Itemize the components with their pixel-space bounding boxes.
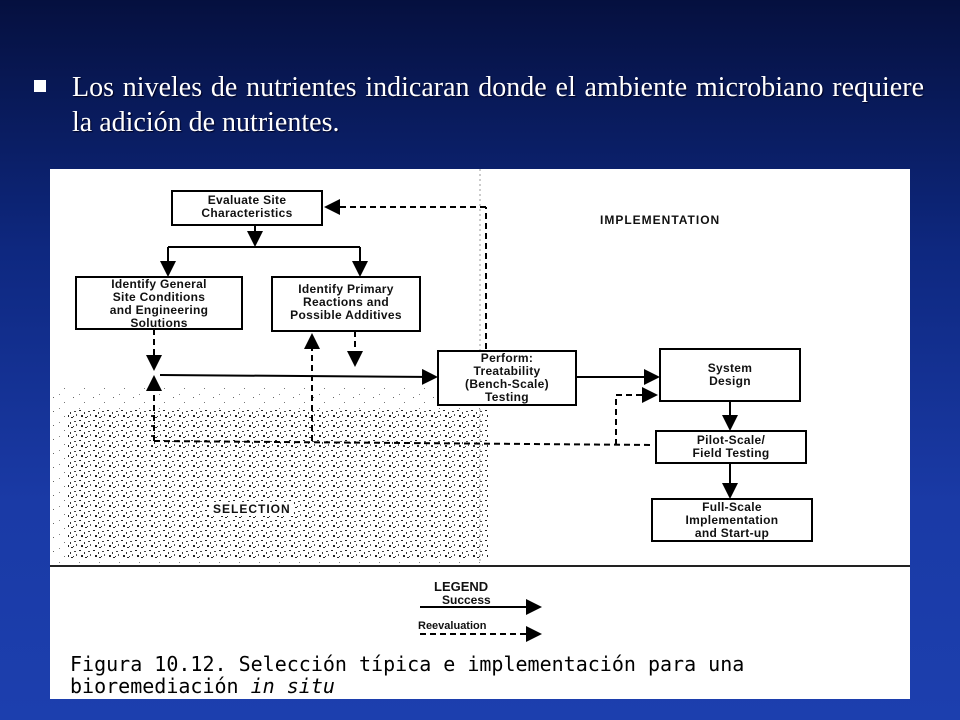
caption-text: Figura 10.12. Selección típica e implementación para una bioremediación — [70, 652, 745, 698]
system-design-text: System Design — [707, 361, 753, 388]
flowchart-figure — [50, 169, 910, 699]
legend-success-label: Success — [442, 593, 491, 607]
implementation-label: IMPLEMENTATION — [600, 213, 721, 227]
identify-general-text: Identify General Site Conditions and Engineering Solutions — [109, 277, 209, 330]
legend-title: LEGEND — [434, 579, 489, 594]
identify-primary-text: Identify Primary Reactions and Possible Additives — [290, 282, 402, 322]
bullet-text: Los niveles de nutrientes indicaran donde el ambiente microbiano requiere la adición de nutrientes. — [72, 72, 924, 138]
full-scale-text: Full-Scale Implementation and Start-up — [685, 500, 779, 540]
legend-reevaluation-label: Reevaluation — [418, 620, 487, 632]
caption-italic: in situ — [250, 674, 335, 698]
selection-zone-texture — [68, 409, 488, 559]
evaluate-site-text: Evaluate Site Characteristics — [201, 193, 293, 220]
treatability-text: Perform: Treatability (Bench-Scale) Testing — [465, 351, 549, 404]
pilot-scale-text: Pilot-Scale/ Field Testing — [692, 433, 770, 460]
selection-label: SELECTION — [210, 502, 294, 516]
bullet-item — [34, 70, 924, 140]
square-bullet-icon — [34, 80, 46, 92]
figure-caption — [70, 653, 900, 697]
